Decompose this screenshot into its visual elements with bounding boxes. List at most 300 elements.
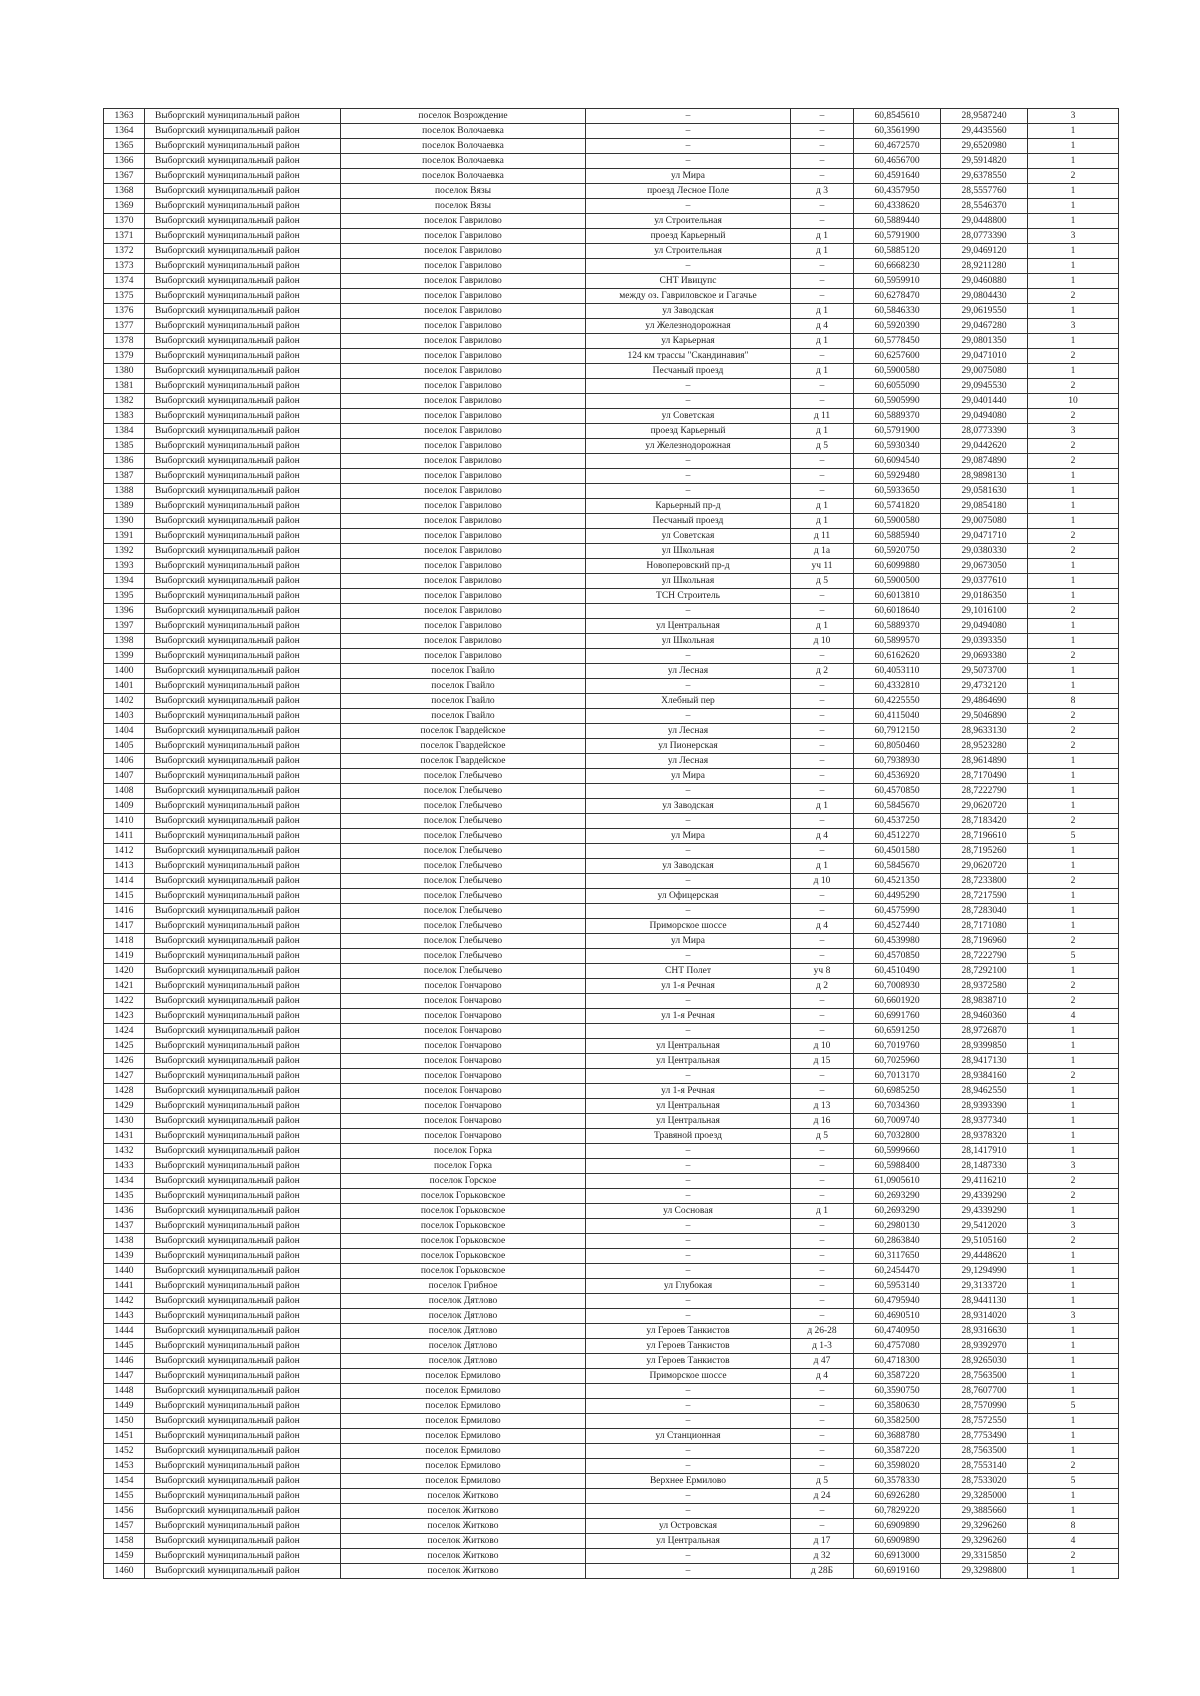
table-row bbox=[104, 1459, 1119, 1474]
cell-house: д 4 bbox=[791, 829, 854, 844]
cell-district: Выборгский муниципальный район bbox=[145, 1099, 341, 1114]
cell-row-number: 1445 bbox=[104, 1339, 145, 1354]
cell-row-number: 1454 bbox=[104, 1474, 145, 1489]
cell-count: 2 bbox=[1028, 529, 1119, 544]
cell-longitude: 28,9726870 bbox=[941, 1024, 1028, 1039]
cell-street: – bbox=[586, 1549, 791, 1564]
cell-latitude: 60,3582500 bbox=[854, 1414, 941, 1429]
cell-settlement: поселок Ермилово bbox=[341, 1459, 586, 1474]
cell-latitude: 60,5845670 bbox=[854, 859, 941, 874]
cell-longitude: 29,4339290 bbox=[941, 1204, 1028, 1219]
cell-house: д 47 bbox=[791, 1354, 854, 1369]
cell-street: проезд Лесное Поле bbox=[586, 184, 791, 199]
cell-district: Выборгский муниципальный район bbox=[145, 109, 341, 124]
cell-house: – bbox=[791, 1264, 854, 1279]
cell-settlement: поселок Гаврилово bbox=[341, 514, 586, 529]
cell-row-number: 1381 bbox=[104, 379, 145, 394]
cell-latitude: 60,5900580 bbox=[854, 364, 941, 379]
table-row bbox=[104, 364, 1119, 379]
cell-house: – bbox=[791, 784, 854, 799]
cell-count: 1 bbox=[1028, 799, 1119, 814]
cell-district: Выборгский муниципальный район bbox=[145, 1234, 341, 1249]
cell-latitude: 60,6919160 bbox=[854, 1564, 941, 1579]
cell-district: Выборгский муниципальный район bbox=[145, 874, 341, 889]
cell-longitude: 29,6520980 bbox=[941, 139, 1028, 154]
cell-count: 2 bbox=[1028, 724, 1119, 739]
cell-latitude: 60,5959910 bbox=[854, 274, 941, 289]
cell-longitude: 29,0471010 bbox=[941, 349, 1028, 364]
cell-settlement: поселок Гончарово bbox=[341, 1024, 586, 1039]
cell-count: 1 bbox=[1028, 154, 1119, 169]
cell-settlement: поселок Гаврилово bbox=[341, 394, 586, 409]
cell-count: 8 bbox=[1028, 694, 1119, 709]
cell-street: ул Заводская bbox=[586, 304, 791, 319]
cell-longitude: 29,0471710 bbox=[941, 529, 1028, 544]
cell-count: 10 bbox=[1028, 394, 1119, 409]
cell-settlement: поселок Житково bbox=[341, 1534, 586, 1549]
cell-count: 2 bbox=[1028, 289, 1119, 304]
cell-street: – bbox=[586, 154, 791, 169]
cell-house: – bbox=[791, 469, 854, 484]
cell-row-number: 1376 bbox=[104, 304, 145, 319]
cell-longitude: 28,7222790 bbox=[941, 784, 1028, 799]
cell-longitude: 29,0460880 bbox=[941, 274, 1028, 289]
cell-settlement: поселок Вязы bbox=[341, 184, 586, 199]
cell-count: 1 bbox=[1028, 1114, 1119, 1129]
table-row bbox=[104, 1294, 1119, 1309]
cell-longitude: 28,9441130 bbox=[941, 1294, 1028, 1309]
table-row bbox=[104, 439, 1119, 454]
table-row bbox=[104, 859, 1119, 874]
cell-longitude: 28,9372580 bbox=[941, 979, 1028, 994]
cell-house: д 24 bbox=[791, 1489, 854, 1504]
cell-house: – bbox=[791, 1444, 854, 1459]
cell-longitude: 29,0469120 bbox=[941, 244, 1028, 259]
cell-longitude: 28,7183420 bbox=[941, 814, 1028, 829]
cell-house: д 1 bbox=[791, 799, 854, 814]
cell-row-number: 1383 bbox=[104, 409, 145, 424]
cell-row-number: 1368 bbox=[104, 184, 145, 199]
table-row bbox=[104, 529, 1119, 544]
cell-house: д 1а bbox=[791, 544, 854, 559]
cell-latitude: 60,7025960 bbox=[854, 1054, 941, 1069]
table-row bbox=[104, 679, 1119, 694]
cell-latitude: 60,6591250 bbox=[854, 1024, 941, 1039]
table-row bbox=[104, 649, 1119, 664]
cell-house: – bbox=[791, 604, 854, 619]
cell-count: 2 bbox=[1028, 454, 1119, 469]
cell-latitude: 60,7013170 bbox=[854, 1069, 941, 1084]
cell-settlement: поселок Ермилово bbox=[341, 1399, 586, 1414]
cell-longitude: 29,5412020 bbox=[941, 1219, 1028, 1234]
cell-district: Выборгский муниципальный район bbox=[145, 1114, 341, 1129]
cell-count: 1 bbox=[1028, 244, 1119, 259]
cell-longitude: 28,9377340 bbox=[941, 1114, 1028, 1129]
cell-count: 1 bbox=[1028, 1384, 1119, 1399]
cell-row-number: 1451 bbox=[104, 1429, 145, 1444]
cell-longitude: 28,9460360 bbox=[941, 1009, 1028, 1024]
cell-latitude: 61,0905610 bbox=[854, 1174, 941, 1189]
cell-count: 2 bbox=[1028, 874, 1119, 889]
cell-street: Травяной проезд bbox=[586, 1129, 791, 1144]
cell-count: 1 bbox=[1028, 754, 1119, 769]
cell-settlement: поселок Гаврилово bbox=[341, 574, 586, 589]
cell-house: – bbox=[791, 214, 854, 229]
cell-district: Выборгский муниципальный район bbox=[145, 1339, 341, 1354]
cell-count: 2 bbox=[1028, 1234, 1119, 1249]
cell-settlement: поселок Горьковское bbox=[341, 1204, 586, 1219]
cell-latitude: 60,4536920 bbox=[854, 769, 941, 784]
cell-latitude: 60,4537250 bbox=[854, 814, 941, 829]
cell-longitude: 29,0620720 bbox=[941, 799, 1028, 814]
cell-settlement: поселок Горьковское bbox=[341, 1189, 586, 1204]
cell-house: – bbox=[791, 1189, 854, 1204]
cell-street: ул Героев Танкистов bbox=[586, 1339, 791, 1354]
cell-house: – bbox=[791, 1309, 854, 1324]
cell-house: д 4 bbox=[791, 1369, 854, 1384]
cell-district: Выборгский муниципальный район bbox=[145, 1459, 341, 1474]
table-row bbox=[104, 454, 1119, 469]
cell-longitude: 28,7563500 bbox=[941, 1444, 1028, 1459]
cell-settlement: поселок Гаврилово bbox=[341, 409, 586, 424]
cell-street: ул Строительная bbox=[586, 244, 791, 259]
cell-count: 2 bbox=[1028, 979, 1119, 994]
cell-street: проезд Карьерный bbox=[586, 424, 791, 439]
cell-settlement: поселок Гвардейское bbox=[341, 754, 586, 769]
cell-street: ул 1-я Речная bbox=[586, 979, 791, 994]
cell-row-number: 1435 bbox=[104, 1189, 145, 1204]
table-row bbox=[104, 604, 1119, 619]
cell-district: Выборгский муниципальный район bbox=[145, 304, 341, 319]
cell-latitude: 60,2693290 bbox=[854, 1204, 941, 1219]
cell-latitude: 60,5741820 bbox=[854, 499, 941, 514]
cell-row-number: 1437 bbox=[104, 1219, 145, 1234]
cell-latitude: 60,5845670 bbox=[854, 799, 941, 814]
cell-count: 2 bbox=[1028, 544, 1119, 559]
cell-district: Выборгский муниципальный район bbox=[145, 799, 341, 814]
cell-longitude: 28,1487330 bbox=[941, 1159, 1028, 1174]
cell-settlement: поселок Гаврилово bbox=[341, 259, 586, 274]
cell-latitude: 60,7938930 bbox=[854, 754, 941, 769]
cell-settlement: поселок Гвайло bbox=[341, 679, 586, 694]
cell-row-number: 1459 bbox=[104, 1549, 145, 1564]
cell-latitude: 60,4527440 bbox=[854, 919, 941, 934]
cell-longitude: 28,7283040 bbox=[941, 904, 1028, 919]
cell-street: ул Школьная bbox=[586, 634, 791, 649]
table-row bbox=[104, 229, 1119, 244]
cell-house: д 4 bbox=[791, 319, 854, 334]
cell-longitude: 28,9417130 bbox=[941, 1054, 1028, 1069]
cell-longitude: 29,3315850 bbox=[941, 1549, 1028, 1564]
cell-settlement: поселок Гончарово bbox=[341, 994, 586, 1009]
cell-latitude: 60,4225550 bbox=[854, 694, 941, 709]
cell-longitude: 29,0075080 bbox=[941, 364, 1028, 379]
cell-district: Выборгский муниципальный район bbox=[145, 844, 341, 859]
cell-latitude: 60,5930340 bbox=[854, 439, 941, 454]
table-row bbox=[104, 874, 1119, 889]
cell-count: 1 bbox=[1028, 1369, 1119, 1384]
cell-longitude: 28,7607700 bbox=[941, 1384, 1028, 1399]
table-row bbox=[104, 754, 1119, 769]
cell-longitude: 29,0874890 bbox=[941, 454, 1028, 469]
table-row bbox=[104, 544, 1119, 559]
cell-house: – bbox=[791, 199, 854, 214]
cell-row-number: 1372 bbox=[104, 244, 145, 259]
cell-street: ул Заводская bbox=[586, 799, 791, 814]
table-row bbox=[104, 814, 1119, 829]
cell-house: д 1 bbox=[791, 334, 854, 349]
cell-latitude: 60,7019760 bbox=[854, 1039, 941, 1054]
cell-house: д 5 bbox=[791, 574, 854, 589]
cell-latitude: 60,5920750 bbox=[854, 544, 941, 559]
cell-street: ул Мира bbox=[586, 829, 791, 844]
cell-longitude: 28,9211280 bbox=[941, 259, 1028, 274]
cell-house: – bbox=[791, 904, 854, 919]
table-row bbox=[104, 169, 1119, 184]
cell-house: – bbox=[791, 124, 854, 139]
cell-longitude: 28,7292100 bbox=[941, 964, 1028, 979]
cell-row-number: 1458 bbox=[104, 1534, 145, 1549]
cell-street: – bbox=[586, 604, 791, 619]
cell-settlement: поселок Житково bbox=[341, 1504, 586, 1519]
cell-settlement: поселок Горское bbox=[341, 1174, 586, 1189]
cell-district: Выборгский муниципальный район bbox=[145, 124, 341, 139]
cell-settlement: поселок Ермилово bbox=[341, 1444, 586, 1459]
cell-street: ул Советская bbox=[586, 409, 791, 424]
cell-longitude: 28,9633130 bbox=[941, 724, 1028, 739]
cell-settlement: поселок Волочаевка bbox=[341, 124, 586, 139]
cell-street: ул Лесная bbox=[586, 664, 791, 679]
cell-street: – bbox=[586, 1219, 791, 1234]
cell-settlement: поселок Дятлово bbox=[341, 1339, 586, 1354]
cell-row-number: 1400 bbox=[104, 664, 145, 679]
cell-house: д 1 bbox=[791, 859, 854, 874]
cell-row-number: 1399 bbox=[104, 649, 145, 664]
cell-district: Выборгский муниципальный район bbox=[145, 979, 341, 994]
cell-street: ул Центральная bbox=[586, 1054, 791, 1069]
cell-house: – bbox=[791, 1414, 854, 1429]
cell-district: Выборгский муниципальный район bbox=[145, 424, 341, 439]
cell-row-number: 1389 bbox=[104, 499, 145, 514]
cell-longitude: 28,9838710 bbox=[941, 994, 1028, 1009]
cell-longitude: 29,5073700 bbox=[941, 664, 1028, 679]
cell-settlement: поселок Гончарово bbox=[341, 1084, 586, 1099]
cell-latitude: 60,6909890 bbox=[854, 1519, 941, 1534]
table-row bbox=[104, 1159, 1119, 1174]
table-row bbox=[104, 1519, 1119, 1534]
cell-settlement: поселок Гаврилово bbox=[341, 364, 586, 379]
cell-longitude: 28,7553140 bbox=[941, 1459, 1028, 1474]
cell-count: 1 bbox=[1028, 859, 1119, 874]
cell-street: Новоперовский пр-д bbox=[586, 559, 791, 574]
cell-row-number: 1398 bbox=[104, 634, 145, 649]
cell-count: 1 bbox=[1028, 679, 1119, 694]
cell-street: ул Железнодорожная bbox=[586, 439, 791, 454]
cell-district: Выборгский муниципальный район bbox=[145, 349, 341, 364]
cell-street: ул 1-я Речная bbox=[586, 1009, 791, 1024]
cell-district: Выборгский муниципальный район bbox=[145, 499, 341, 514]
cell-latitude: 60,3598020 bbox=[854, 1459, 941, 1474]
cell-house: уч 11 bbox=[791, 559, 854, 574]
cell-latitude: 60,4795940 bbox=[854, 1294, 941, 1309]
cell-latitude: 60,4757080 bbox=[854, 1339, 941, 1354]
cell-district: Выборгский муниципальный район bbox=[145, 274, 341, 289]
cell-settlement: поселок Горка bbox=[341, 1144, 586, 1159]
cell-row-number: 1421 bbox=[104, 979, 145, 994]
cell-street: Верхнее Ермилово bbox=[586, 1474, 791, 1489]
cell-street: ул Школьная bbox=[586, 574, 791, 589]
cell-settlement: поселок Житково bbox=[341, 1549, 586, 1564]
cell-house: д 5 bbox=[791, 1129, 854, 1144]
cell-district: Выборгский муниципальный район bbox=[145, 139, 341, 154]
cell-latitude: 60,5885120 bbox=[854, 244, 941, 259]
cell-longitude: 28,5546370 bbox=[941, 199, 1028, 214]
cell-house: – bbox=[791, 1234, 854, 1249]
cell-latitude: 60,7829220 bbox=[854, 1504, 941, 1519]
cell-latitude: 60,5889370 bbox=[854, 619, 941, 634]
cell-longitude: 28,7170490 bbox=[941, 769, 1028, 784]
cell-settlement: поселок Гаврилово bbox=[341, 484, 586, 499]
cell-longitude: 28,7196610 bbox=[941, 829, 1028, 844]
cell-district: Выборгский муниципальный район bbox=[145, 1159, 341, 1174]
cell-row-number: 1385 bbox=[104, 439, 145, 454]
table-row bbox=[104, 694, 1119, 709]
cell-latitude: 60,6926280 bbox=[854, 1489, 941, 1504]
cell-count: 1 bbox=[1028, 1294, 1119, 1309]
cell-house: – bbox=[791, 1384, 854, 1399]
cell-longitude: 29,0945530 bbox=[941, 379, 1028, 394]
cell-row-number: 1402 bbox=[104, 694, 145, 709]
cell-house: д 10 bbox=[791, 874, 854, 889]
cell-street: – bbox=[586, 679, 791, 694]
cell-row-number: 1427 bbox=[104, 1069, 145, 1084]
cell-latitude: 60,4539980 bbox=[854, 934, 941, 949]
cell-latitude: 60,5929480 bbox=[854, 469, 941, 484]
cell-row-number: 1380 bbox=[104, 364, 145, 379]
cell-street: – bbox=[586, 814, 791, 829]
cell-row-number: 1405 bbox=[104, 739, 145, 754]
cell-count: 1 bbox=[1028, 364, 1119, 379]
cell-latitude: 60,5889370 bbox=[854, 409, 941, 424]
cell-house: – bbox=[791, 1084, 854, 1099]
cell-longitude: 29,3133720 bbox=[941, 1279, 1028, 1294]
cell-row-number: 1414 bbox=[104, 874, 145, 889]
cell-count: 1 bbox=[1028, 259, 1119, 274]
table-row bbox=[104, 1249, 1119, 1264]
cell-count: 1 bbox=[1028, 769, 1119, 784]
cell-street: – bbox=[586, 1234, 791, 1249]
cell-count: 3 bbox=[1028, 109, 1119, 124]
cell-longitude: 29,0620720 bbox=[941, 859, 1028, 874]
cell-longitude: 28,7195260 bbox=[941, 844, 1028, 859]
cell-street: – bbox=[586, 1504, 791, 1519]
cell-district: Выборгский муниципальный район bbox=[145, 994, 341, 1009]
cell-house: – bbox=[791, 709, 854, 724]
cell-longitude: 29,0581630 bbox=[941, 484, 1028, 499]
table-row bbox=[104, 1279, 1119, 1294]
cell-house: – bbox=[791, 1249, 854, 1264]
cell-count: 2 bbox=[1028, 1174, 1119, 1189]
cell-row-number: 1426 bbox=[104, 1054, 145, 1069]
cell-settlement: поселок Ермилово bbox=[341, 1414, 586, 1429]
cell-row-number: 1387 bbox=[104, 469, 145, 484]
cell-district: Выборгский муниципальный район bbox=[145, 514, 341, 529]
cell-house: д 5 bbox=[791, 1474, 854, 1489]
table-row bbox=[104, 139, 1119, 154]
cell-latitude: 60,4115040 bbox=[854, 709, 941, 724]
cell-house: – bbox=[791, 379, 854, 394]
cell-street: – bbox=[586, 904, 791, 919]
cell-street: – bbox=[586, 124, 791, 139]
cell-settlement: поселок Ермилово bbox=[341, 1474, 586, 1489]
cell-longitude: 28,9392970 bbox=[941, 1339, 1028, 1354]
cell-street: – bbox=[586, 1264, 791, 1279]
cell-street: ул Мира bbox=[586, 934, 791, 949]
cell-district: Выборгский муниципальный район bbox=[145, 589, 341, 604]
cell-row-number: 1408 bbox=[104, 784, 145, 799]
cell-row-number: 1447 bbox=[104, 1369, 145, 1384]
cell-street: – bbox=[586, 139, 791, 154]
cell-district: Выборгский муниципальный район bbox=[145, 244, 341, 259]
cell-longitude: 28,7217590 bbox=[941, 889, 1028, 904]
cell-longitude: 28,7533020 bbox=[941, 1474, 1028, 1489]
table-row bbox=[104, 124, 1119, 139]
cell-district: Выборгский муниципальный район bbox=[145, 919, 341, 934]
table-row bbox=[104, 1429, 1119, 1444]
cell-settlement: поселок Гаврилово bbox=[341, 439, 586, 454]
cell-latitude: 60,7034360 bbox=[854, 1099, 941, 1114]
cell-house: – bbox=[791, 949, 854, 964]
cell-street: ТСН Строитель bbox=[586, 589, 791, 604]
cell-longitude: 29,3885660 bbox=[941, 1504, 1028, 1519]
cell-settlement: поселок Глебычево bbox=[341, 919, 586, 934]
cell-longitude: 28,7570990 bbox=[941, 1399, 1028, 1414]
cell-latitude: 60,5905990 bbox=[854, 394, 941, 409]
cell-longitude: 28,9314020 bbox=[941, 1309, 1028, 1324]
cell-latitude: 60,4575990 bbox=[854, 904, 941, 919]
cell-district: Выборгский муниципальный район bbox=[145, 664, 341, 679]
cell-row-number: 1448 bbox=[104, 1384, 145, 1399]
cell-settlement: поселок Дятлово bbox=[341, 1294, 586, 1309]
cell-district: Выборгский муниципальный район bbox=[145, 679, 341, 694]
cell-street: – bbox=[586, 949, 791, 964]
cell-settlement: поселок Горьковское bbox=[341, 1264, 586, 1279]
cell-district: Выборгский муниципальный район bbox=[145, 1414, 341, 1429]
cell-row-number: 1460 bbox=[104, 1564, 145, 1579]
cell-latitude: 60,3688780 bbox=[854, 1429, 941, 1444]
table-row bbox=[104, 1174, 1119, 1189]
table-row bbox=[104, 1039, 1119, 1054]
cell-street: ул Лесная bbox=[586, 724, 791, 739]
cell-settlement: поселок Глебычево bbox=[341, 889, 586, 904]
cell-row-number: 1425 bbox=[104, 1039, 145, 1054]
cell-house: – bbox=[791, 844, 854, 859]
cell-street: – bbox=[586, 1564, 791, 1579]
table-row bbox=[104, 784, 1119, 799]
cell-house: – bbox=[791, 1174, 854, 1189]
cell-district: Выборгский муниципальный район bbox=[145, 634, 341, 649]
cell-count: 5 bbox=[1028, 1399, 1119, 1414]
cell-longitude: 28,0773390 bbox=[941, 424, 1028, 439]
cell-house: – bbox=[791, 484, 854, 499]
cell-longitude: 29,5105160 bbox=[941, 1234, 1028, 1249]
cell-settlement: поселок Глебычево bbox=[341, 934, 586, 949]
table-row bbox=[104, 1084, 1119, 1099]
cell-count: 1 bbox=[1028, 1564, 1119, 1579]
cell-district: Выборгский муниципальный район bbox=[145, 1279, 341, 1294]
cell-settlement: поселок Гаврилово bbox=[341, 214, 586, 229]
cell-district: Выборгский муниципальный район bbox=[145, 769, 341, 784]
